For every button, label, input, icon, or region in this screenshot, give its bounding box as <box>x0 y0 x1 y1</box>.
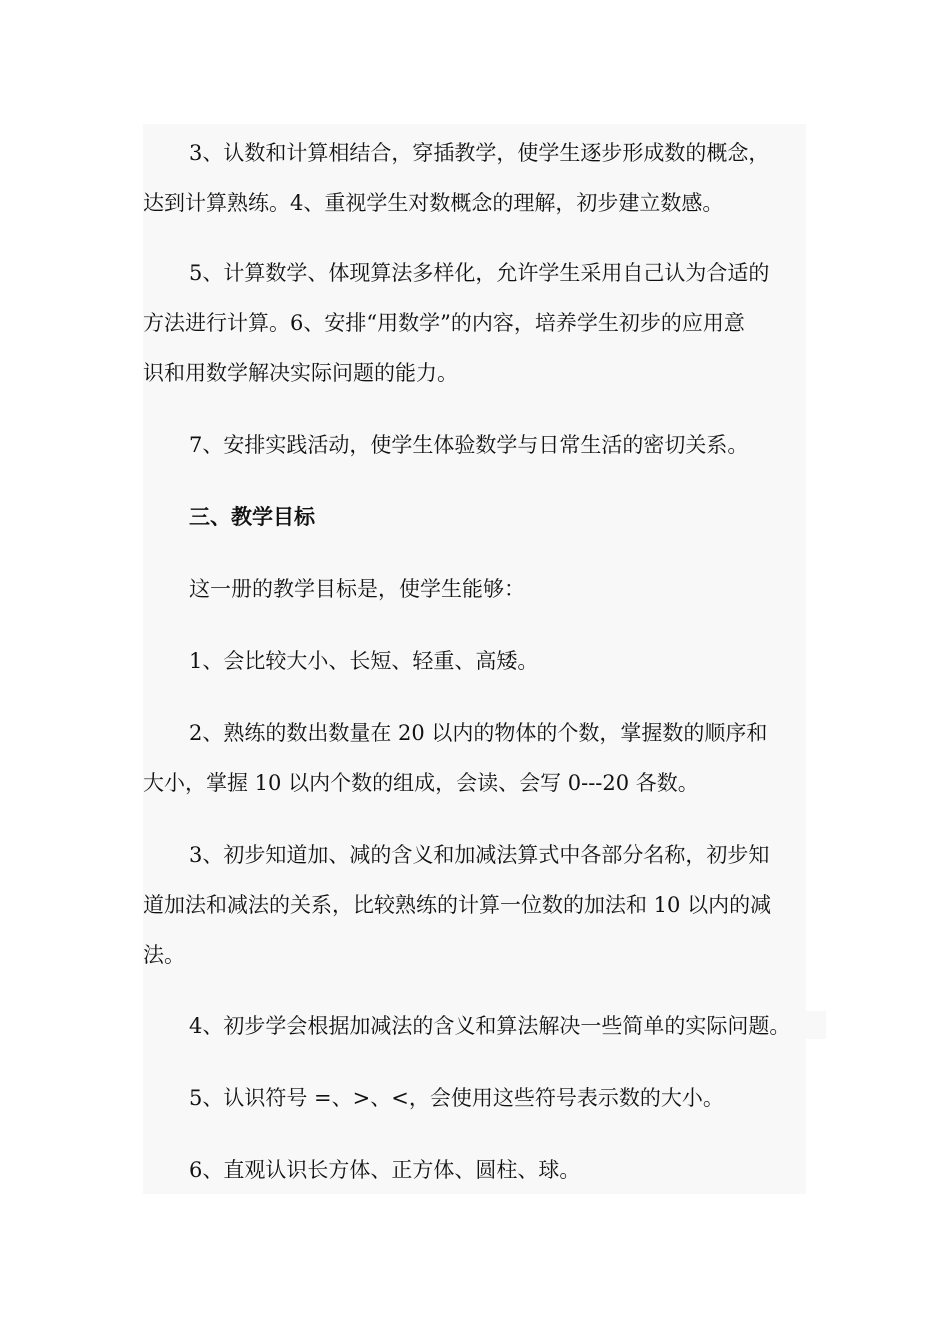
section-heading <box>143 492 806 542</box>
text-line: 识和用数学解决实际问题的能力。 <box>143 361 458 385</box>
heading-text: 三、教学目标 <box>189 505 315 529</box>
paragraph <box>143 564 806 614</box>
text-highlight-overhang <box>806 1011 826 1039</box>
paragraph <box>143 708 806 808</box>
text-line: 法。 <box>143 943 185 967</box>
text-line: 6、直观认识长方体、正方体、圆柱、球。 <box>189 1158 581 1182</box>
text-line: 2、熟练的数出数量在 20 以内的物体的个数，掌握数的顺序和 <box>189 721 768 745</box>
paragraph <box>143 1001 806 1051</box>
text-line: 4、初步学会根据加减法的含义和算法解决一些简单的实际问题。 <box>189 1014 791 1038</box>
paragraph <box>143 830 806 980</box>
paragraph <box>143 128 806 228</box>
text-line: 方法进行计算。6、安排“用数学”的内容，培养学生初步的应用意 <box>143 311 745 335</box>
paragraph <box>143 248 806 398</box>
paragraph <box>143 636 806 686</box>
text-line: 5、认识符号 =、>、<，会使用这些符号表示数的大小。 <box>189 1086 724 1110</box>
paragraph <box>143 1073 806 1123</box>
text-line: 这一册的教学目标是，使学生能够： <box>189 577 525 601</box>
text-line: 3、认数和计算相结合，穿插教学，使学生逐步形成数的概念， <box>189 141 770 165</box>
text-line: 1、会比较大小、长短、轻重、高矮。 <box>189 649 539 673</box>
text-line: 7、安排实践活动，使学生体验数学与日常生活的密切关系。 <box>189 433 749 457</box>
document-body <box>143 124 806 1194</box>
text-line: 道加法和减法的关系，比较熟练的计算一位数的加法和 10 以内的减 <box>143 893 772 917</box>
text-line: 达到计算熟练。4、重视学生对数概念的理解，初步建立数感。 <box>143 191 724 215</box>
text-line: 5、计算数学、体现算法多样化，允许学生采用自己认为合适的 <box>189 261 770 285</box>
text-line: 大小，掌握 10 以内个数的组成，会读、会写 0---20 各数。 <box>143 771 699 795</box>
paragraph <box>143 420 806 470</box>
paragraph <box>143 1145 806 1195</box>
text-line: 3、初步知道加、减的含义和加减法算式中各部分名称，初步知 <box>189 843 770 867</box>
